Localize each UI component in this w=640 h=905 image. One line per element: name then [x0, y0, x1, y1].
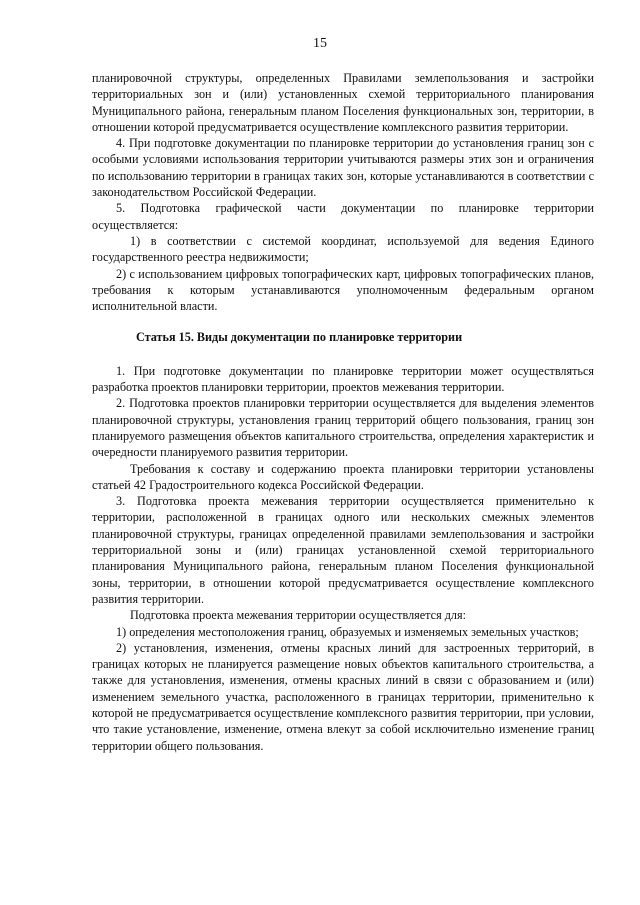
paragraph-item-5: 5. Подготовка графической части документации по планировке территории осуществляется: [92, 201, 594, 232]
document-body [92, 70, 594, 754]
article-paragraph-1: 1. При подготовке документации по планировке территории может осуществляться разработка проектов планировки территории, проектов межевания территории. [92, 363, 594, 395]
paragraph-continuation: планировочной структуры, определенных Правилами землепользования и застройки территориальных зон и (или) установленных схемой территориального планирования Муниципального района, генеральным планом Поселения функциональных зон, территории, в отношении которой предусматривается осуществление комплексного развития территории. [92, 71, 594, 134]
paragraph-item-4: 4. При подготовке документации по планировке территории до установления границ зон с особыми условиями использования территории учитываются размеры этих зон и ограничения по использованию территории в границах таких зон, которые устанавливаются в соответствии с законодательством Российской Федерации. [92, 136, 594, 200]
article-paragraph-3: 3. Подготовка проекта межевания территории осуществляется применительно к территории, расположенной в границах одного или нескольких смежных элементов планировочной структуры, границах определенной правилами землепользования и застройки территориальной зоны и (или) границах установленной схемой территориального планирования Муниципального района, генеральным планом Поселения функциональной зоны, территории, в отношении которой предусматривается осуществление комплексного развития территории. [92, 494, 594, 606]
article-title: Статья 15. Виды документации по планировке территории [136, 330, 463, 345]
article-paragraph-2: 2. Подготовка проектов планировки территории осуществляется для выделения элементов планировочной структуры, установления границ территорий общего пользования, границ зон планируемого размещения объектов капитального строительства, определения характеристик и очередности планируемого развития территории. [92, 396, 594, 460]
article-paragraph-requirements: Требования к составу и содержанию проекта планировки территории установлены статьей 42 Градостроительного кодекса Российской Федерации. [92, 461, 594, 492]
article-subitem-1: 1) определения местоположения границ, образуемых и изменяемых земельных участков; [116, 624, 579, 639]
article-subitem-2: 2) установления, изменения, отмены красных линий для застроенных территорий, в границах которых не планируется размещение новых объектов капитального строительства, а также для установления, изменения, отмены красных линий в связи с образованием и (или) изменением земельного участка, расположенного в границах территории, применительно к которой не предусматривается осуществление комплексного развития территории, при условии, что такие установление, изменение, отмена влекут за собой исключительно изменение границ территории общего пользования. [92, 640, 594, 753]
subitem-1: 1) в соответствии с системой координат, используемой для ведения Единого государственного реестра недвижимости; [92, 233, 594, 265]
article-paragraph-purpose: Подготовка проекта межевания территории осуществляется для: [130, 608, 466, 623]
subitem-2: 2) с использованием цифровых топографических карт, цифровых топографических планов, требования к которым устанавливаются уполномоченным федеральным органом исполнительной власти. [92, 266, 594, 314]
page-number: 15 [313, 36, 327, 51]
